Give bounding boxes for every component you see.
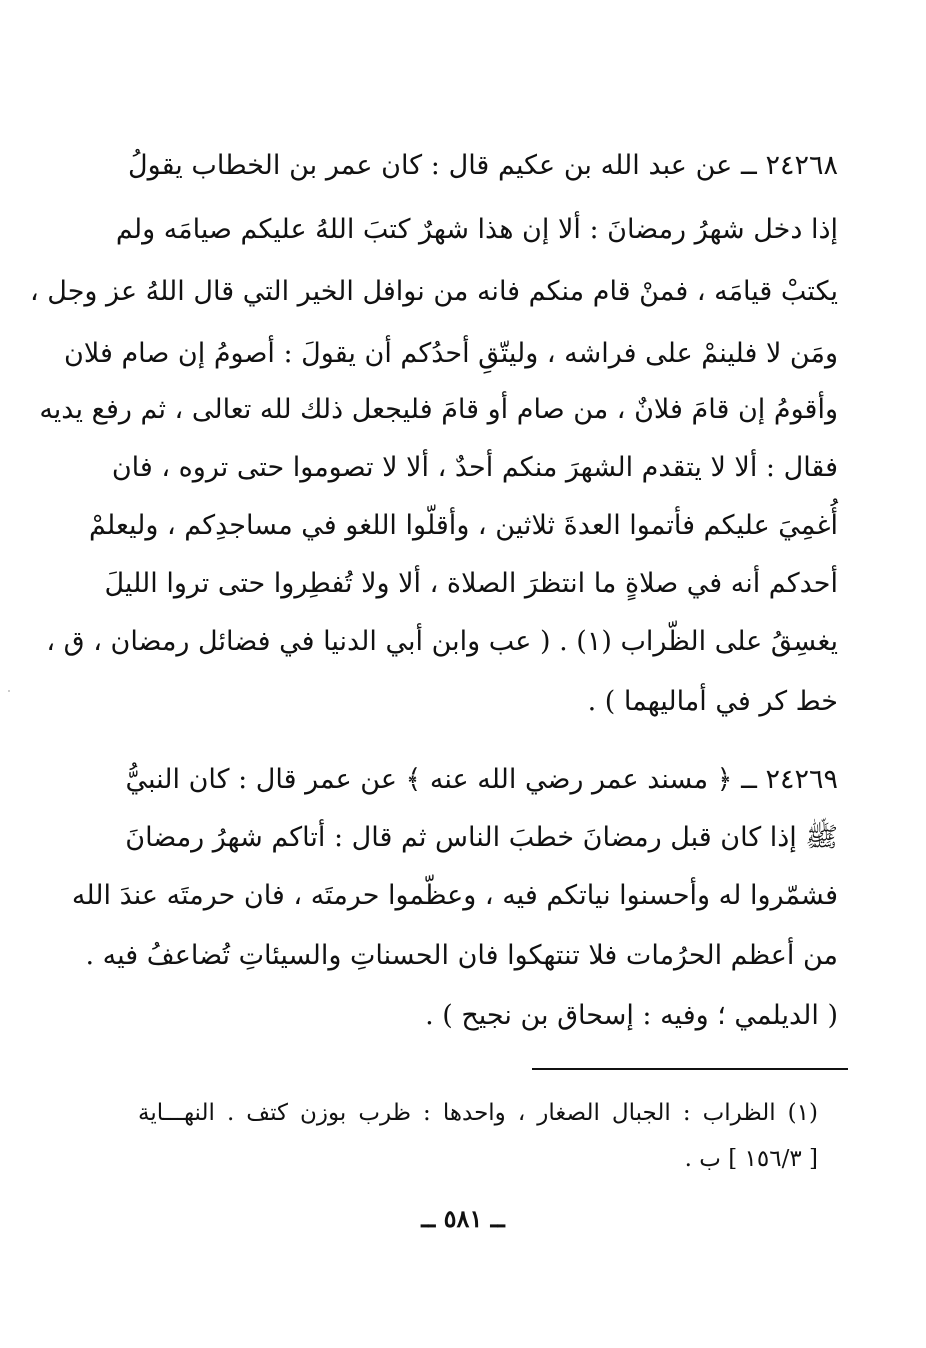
text-line: ﷺ إذا كان قبل رمضانَ خطبَ الناس ثم قال : أتاكم شهرُ رمضانَ [125, 822, 838, 853]
footnote-divider [532, 1068, 848, 1070]
text-line: يغسِقُ على الظّراب (١) . ( عب وابن أبي الدنيا في فضائل رمضان ، ق ، [46, 626, 838, 657]
text-line: ٢٤٢٦٩ ــ ﴿ مسند عمر رضي الله عنه ﴾ عن عمر قال : كان النبيُّ [125, 764, 838, 795]
text-line: من أعظم الحرُمات فلا تنتهكوا فان الحسناتِ والسيئاتِ تُضاعفُ فيه . [85, 940, 838, 971]
text-line: فشمّروا له وأحسنوا نياتكم فيه ، وعظّموا حرمتَه ، فان حرمتَه عندَ الله [71, 880, 838, 911]
text-line: فقال : ألا لا يتقدم الشهرَ منكم أحدٌ ، ألا لا تصوموا حتى تروه ، فان [111, 452, 838, 483]
text-line: خط كر في أماليهما ) . [587, 686, 838, 717]
scan-speck [8, 690, 10, 692]
text-line: ومَن لا فلينمْ على فراشه ، وليتّقِ أحدُكم أن يقولَ : أصومُ إن صام فلان [64, 338, 838, 369]
page-number: ــ ٥٨١ ــ [421, 1204, 505, 1233]
text-line: يكتبْ قيامَه ، فمنْ قام منكم فانه من نوافل الخير التي قال اللهُ عز وجل ، [30, 276, 838, 307]
text-line: أُغمِيَ عليكم فأتموا العدةَ ثلاثين ، وأقلّوا اللغو في مساجدِكم ، وليعلمْ [89, 510, 838, 541]
text-line: ( الديلمي ؛ وفيه : إسحاق بن نجيح ) . [425, 1000, 838, 1031]
text-line: ٢٤٢٦٨ ــ عن عبد الله بن عكيم قال : كان عمر بن الخطاب يقولُ [128, 150, 838, 181]
text-line: أحدكم أنه في صلاةٍ ما انتظرَ الصلاة ، ألا ولا تُفطِروا حتى تروا الليلَ [104, 568, 838, 599]
text-line: وأقومُ إن قامَ فلانٌ ، من صام أو قامَ فليجعل ذلك لله تعالى ، ثم رفع يديه [39, 394, 838, 425]
footnote-line: (١) الظراب : الجبال الصغار ، واحدها : ظرب بوزن كتف . النهـــاية [138, 1100, 818, 1126]
footnote-line: [ ١٥٦/٣ ] ب . [684, 1146, 818, 1172]
text-line: إذا دخل شهرُ رمضانَ : ألا إن هذا شهرٌ كتبَ اللهُ عليكم صيامَه ولم [115, 214, 838, 245]
